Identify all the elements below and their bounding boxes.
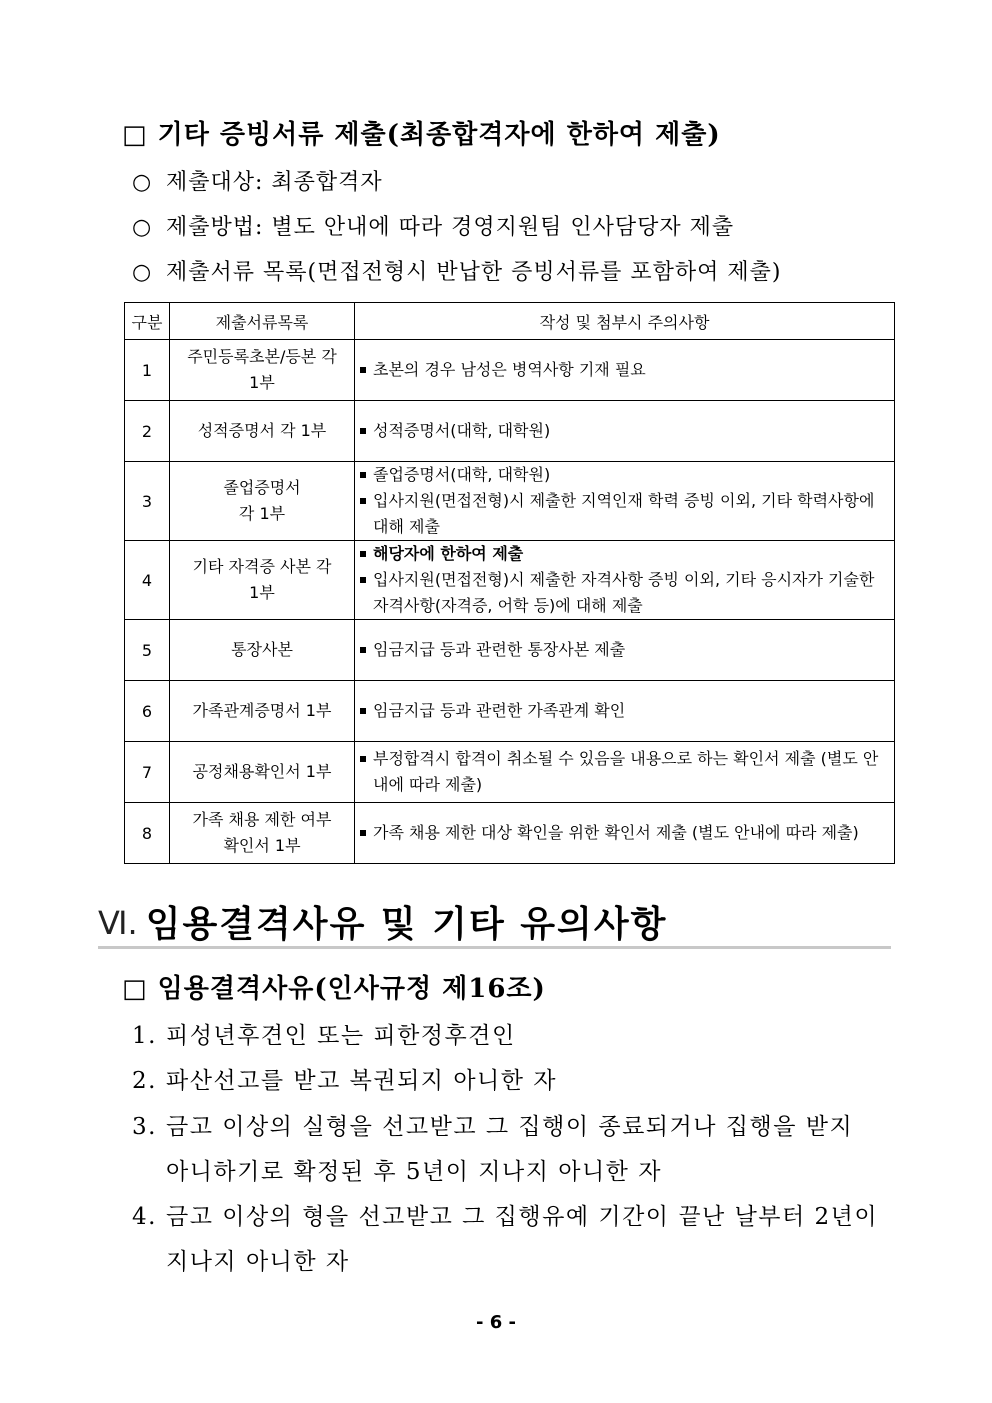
row-no: 3 [125,462,170,541]
name-line: 1부 [249,373,275,392]
circle-bullet-icon: ○ [132,215,153,240]
table-row [125,401,895,462]
note-item: 입사지원(면접전형)시 제출한 지역인재 학력 증빙 이외, 기타 학력사항에 대해 제출 [359,488,890,540]
row-doc-name [170,803,355,864]
name-line: 공정채용확인서 1부 [192,762,332,781]
row-notes [355,340,895,401]
circle-bullet-icon: ○ [132,170,153,195]
row-notes [355,462,895,541]
section-heading-other-documents: □ 기타 증빙서류 제출(최종합격자에 한하여 제출) [122,120,721,150]
list-item [132,1017,516,1050]
name-line: 각 1부 [238,504,286,523]
name-line: 1부 [249,583,275,602]
table-row [125,541,895,620]
row-no: 8 [125,803,170,864]
list-item-continuation: 아니하기로 확정된 후 5년이 지나지 아니한 자 [166,1159,662,1185]
header-notes: 작성 및 첨부시 주의사항 [355,303,895,340]
row-no: 5 [125,620,170,681]
item-text: 피성년후견인 또는 피한정후견인 [166,1023,516,1049]
page-number: - 6 - [476,1312,516,1333]
row-notes [355,681,895,742]
item-number: 3. [132,1114,157,1140]
header-no: 구분 [125,303,170,340]
name-line: 확인서 1부 [223,836,301,855]
note-item: 부정합격시 합격이 취소될 수 있음을 내용으로 하는 확인서 제출 (별도 안내에 따라 제출) [359,746,890,798]
table-header-row [125,303,895,340]
item-submission-target [132,165,383,196]
section-title-text: 임용결격사유 및 기타 유의사항 [145,904,668,945]
documents-table [124,302,895,864]
item-text: 파산선고를 받고 복권되지 아니한 자 [166,1068,558,1094]
table-row [125,742,895,803]
table-row [125,462,895,541]
item-number: 2. [132,1068,157,1094]
table-row [125,681,895,742]
circle-bullet-icon: ○ [132,260,153,285]
row-no: 4 [125,541,170,620]
row-notes [355,620,895,681]
section-roman-numeral: Ⅵ. [98,904,138,942]
list-item-continuation: 지나지 아니한 자 [166,1249,350,1275]
row-notes [355,541,895,620]
note-item: 가족 채용 제한 대상 확인을 위한 확인서 제출 (별도 안내에 따라 제출) [359,820,890,846]
name-line: 주민등록초본/등본 각 [187,347,337,366]
note-item: 초본의 경우 남성은 병역사항 기재 필요 [359,357,890,383]
row-no: 6 [125,681,170,742]
note-item: 해당자에 한하여 제출 [359,541,890,567]
row-notes [355,401,895,462]
row-doc-name [170,742,355,803]
note-item: 임금지급 등과 관련한 통장사본 제출 [359,637,890,663]
item-text: 금고 이상의 형을 선고받고 그 집행유예 기간이 끝난 날부터 2년이 [166,1204,879,1230]
header-doc-name: 제출서류목록 [170,303,355,340]
table-row [125,803,895,864]
row-no: 7 [125,742,170,803]
note-item: 입사지원(면접전형)시 제출한 자격사항 증빙 이외, 기타 응시자가 기술한 자격사항(자격증, 어학 등)에 대해 제출 [359,567,890,619]
name-line: 가족관계증명서 1부 [192,701,332,720]
row-notes [355,742,895,803]
name-line: 기타 자격증 사본 각 [192,557,332,576]
list-item [132,1108,853,1141]
item-document-list [132,255,781,286]
item-number: 1. [132,1023,157,1049]
item-text: 금고 이상의 실형을 선고받고 그 집행이 종료되거나 집행을 받지 [166,1114,854,1140]
name-line: 성적증명서 각 1부 [197,421,327,440]
item-text: 제출방법: 별도 안내에 따라 경영지원팀 인사담당자 제출 [166,215,735,240]
list-item [132,1062,557,1095]
row-no: 2 [125,401,170,462]
row-doc-name [170,620,355,681]
row-doc-name [170,541,355,620]
note-item: 성적증명서(대학, 대학원) [359,418,890,444]
name-line: 졸업증명서 [223,478,301,497]
subsection-heading-disqualification: □ 임용결격사유(인사규정 제16조) [122,974,546,1004]
row-notes [355,803,895,864]
item-submission-method [132,210,734,241]
section-title [98,896,891,949]
row-doc-name [170,462,355,541]
row-doc-name [170,681,355,742]
note-item: 임금지급 등과 관련한 가족관계 확인 [359,698,890,724]
name-line: 통장사본 [231,640,293,659]
name-line: 가족 채용 제한 여부 [192,810,332,829]
table-row [125,620,895,681]
note-item: 졸업증명서(대학, 대학원) [359,462,890,488]
table-row [125,340,895,401]
row-no: 1 [125,340,170,401]
list-item [132,1198,878,1231]
row-doc-name [170,401,355,462]
row-doc-name [170,340,355,401]
item-number: 4. [132,1204,157,1230]
item-text: 제출대상: 최종합격자 [166,170,383,195]
item-text: 제출서류 목록(면접전형시 반납한 증빙서류를 포함하여 제출) [166,260,782,285]
